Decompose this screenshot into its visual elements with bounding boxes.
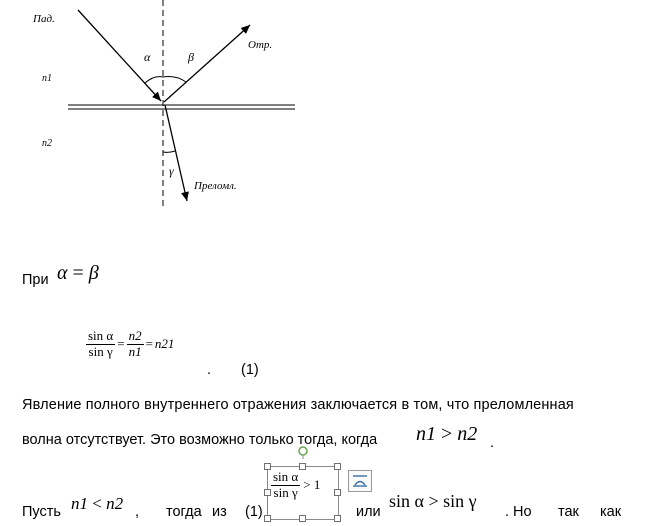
sine-ratio-inequality: $\frac{\text{sin α}}{\text{sin γ}}$ > 1 bbox=[273, 469, 321, 500]
equal-angles-formula: α = β bbox=[57, 262, 99, 284]
resize-handle-mr[interactable] bbox=[334, 489, 341, 496]
sine-ratio-fraction: $\frac{\text{sin α}}{\text{sin γ}}$ bbox=[88, 328, 114, 359]
resize-handle-tm[interactable] bbox=[299, 463, 306, 470]
resize-handle-bl[interactable] bbox=[264, 515, 271, 522]
reflected-label: Отр. bbox=[248, 39, 273, 51]
layout-options-button[interactable] bbox=[348, 470, 372, 492]
paragraph-line-1: Явление полного внутреннего отражения заключается в том, что преломленная bbox=[22, 397, 574, 413]
ili-text: или bbox=[356, 504, 381, 520]
iz-text: из bbox=[212, 504, 227, 520]
sine-inequality: sin α > sin γ bbox=[389, 491, 477, 511]
selected-equation-object[interactable] bbox=[267, 466, 339, 520]
tak-text: так bbox=[558, 504, 579, 520]
n2-label: n2 bbox=[42, 138, 52, 149]
alpha-arc bbox=[145, 77, 163, 83]
paragraph-line-2: волна отсутствует. Это возможно только тогда, когда bbox=[22, 432, 378, 448]
gamma-arc bbox=[163, 151, 175, 152]
togda-text: тогда bbox=[166, 504, 202, 520]
resize-handle-bm[interactable] bbox=[299, 515, 306, 522]
no-text: . Но bbox=[505, 504, 532, 520]
beta-label: β bbox=[188, 50, 194, 64]
n1-less-n2-formula: n1 < n2 bbox=[71, 494, 124, 513]
rotate-handle-icon[interactable] bbox=[297, 445, 309, 459]
pusty-text: Пусть bbox=[22, 504, 61, 520]
resize-handle-br[interactable] bbox=[334, 515, 341, 522]
gamma-label: γ bbox=[169, 164, 174, 178]
refraction-diagram bbox=[0, 0, 320, 215]
alpha-label: α bbox=[144, 50, 151, 64]
formula-dot: . bbox=[207, 362, 212, 378]
resize-handle-ml[interactable] bbox=[264, 489, 271, 496]
reflected-ray bbox=[164, 25, 250, 102]
pri-text: При bbox=[22, 272, 49, 288]
index-ratio-fraction: $\frac{n2}{n1}$ bbox=[128, 328, 142, 359]
condition-dot: . bbox=[490, 435, 495, 451]
tir-condition: n1 > n2 bbox=[416, 423, 478, 445]
refracted-label: Преломл. bbox=[194, 180, 237, 192]
snell-formula: $\frac{\text{sin α}}{\text{sin γ}}$ = $\frac{n2}{n1}$ = n21 bbox=[88, 328, 175, 359]
incident-label: Пад. bbox=[33, 13, 55, 25]
equation-number: (1) bbox=[241, 362, 259, 378]
beta-arc bbox=[163, 77, 186, 82]
eq-ref: (1) bbox=[245, 504, 263, 520]
resize-handle-tr[interactable] bbox=[334, 463, 341, 470]
kak-text: как bbox=[600, 504, 622, 520]
resize-handle-tl[interactable] bbox=[264, 463, 271, 470]
comma: , bbox=[135, 504, 140, 520]
refracted-ray bbox=[165, 105, 187, 201]
text-wrap-icon bbox=[349, 471, 371, 491]
n1-label: n1 bbox=[42, 73, 52, 84]
relative-index: n21 bbox=[154, 336, 175, 352]
